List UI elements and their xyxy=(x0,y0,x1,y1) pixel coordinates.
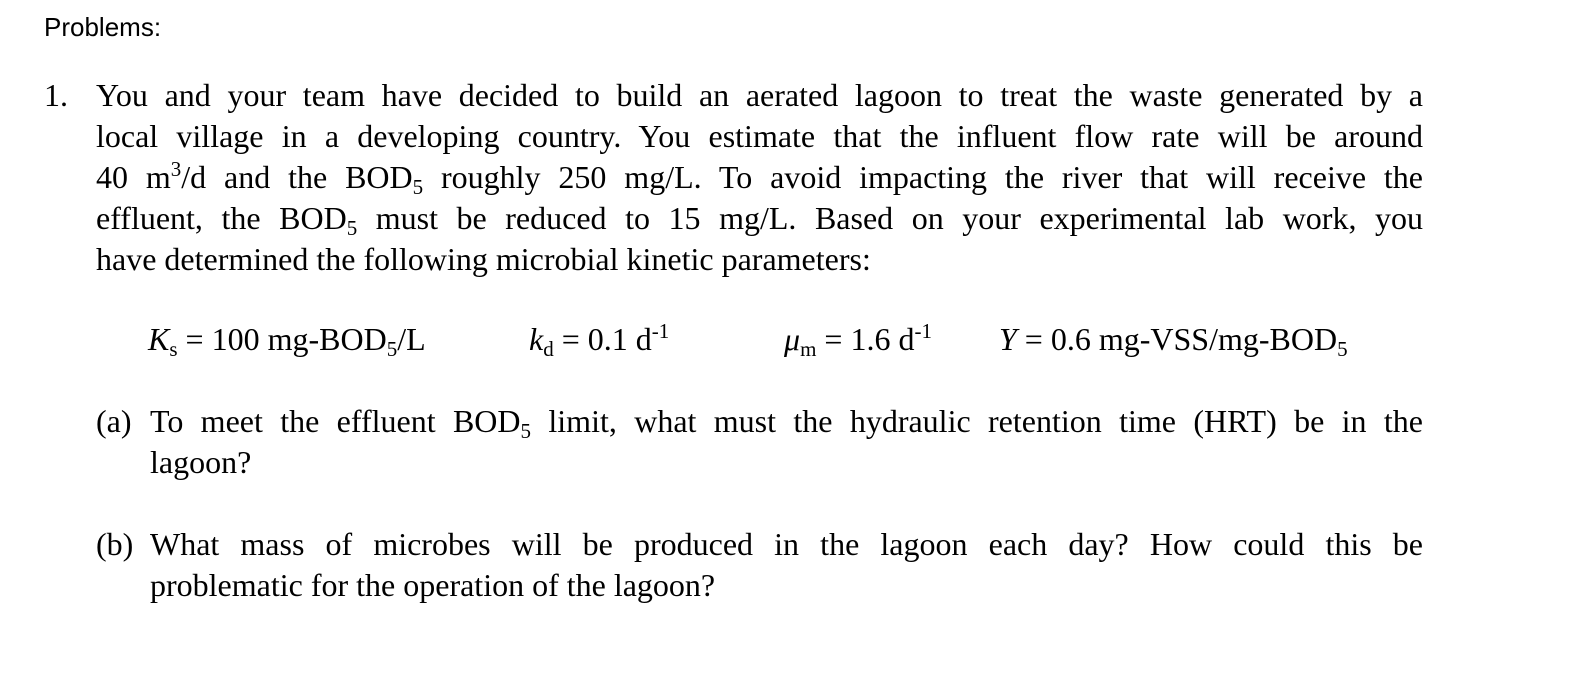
ks-symbol: K xyxy=(148,321,170,357)
param-ks xyxy=(148,319,426,360)
bod-subscript: 5 xyxy=(412,175,424,199)
problem-statement xyxy=(96,75,1423,280)
mu-subscript: m xyxy=(800,337,817,361)
part-a-text-b: limit, what must the hydraulic retention time (HRT) be in the xyxy=(531,403,1424,439)
line-3-text-a: 40 m xyxy=(96,159,171,195)
part-b-label: (b) xyxy=(96,526,134,562)
mu-exponent: -1 xyxy=(914,319,932,343)
bod-subscript: 5 xyxy=(346,216,358,240)
mu-value: = 1.6 d xyxy=(816,321,915,357)
problem-number: 1. xyxy=(44,77,68,113)
problem-line-1: You and your team have decided to build an aerated lagoon to treat the waste generated by a xyxy=(96,77,1423,113)
param-mu xyxy=(784,319,932,360)
kinetic-parameters xyxy=(44,319,1424,363)
part-a-question xyxy=(150,401,1423,483)
problem-line-4 xyxy=(96,198,1423,239)
kd-subscript: d xyxy=(543,337,554,361)
problem-line-5: have determined the following microbial kinetic parameters: xyxy=(96,241,871,277)
ks-unit: /L xyxy=(397,321,426,357)
ks-bod-subscript: 5 xyxy=(386,337,398,361)
line-3-text-b: /d and the BOD xyxy=(181,159,413,195)
cubed-superscript: 3 xyxy=(170,157,182,181)
param-y xyxy=(999,319,1348,360)
kd-symbol: k xyxy=(529,321,544,357)
part-b-question xyxy=(150,524,1423,606)
line-4-text-b: must be reduced to 15 mg/L. Based on your experimental lab work, you xyxy=(357,200,1424,236)
y-symbol: Y xyxy=(999,321,1017,357)
ks-value: = 100 mg-BOD xyxy=(177,321,387,357)
page-heading: Problems: xyxy=(44,12,162,42)
line-4-text-a: effluent, the BOD xyxy=(96,200,347,236)
y-bod-subscript: 5 xyxy=(1337,337,1348,361)
part-b-line-1: What mass of microbes will be produced in the lagoon each day? How could this be xyxy=(150,526,1423,562)
problem-line-2: local village in a developing country. You estimate that the influent flow rate will be around xyxy=(96,118,1423,154)
param-kd xyxy=(529,319,669,360)
kd-value: = 0.1 d xyxy=(553,321,652,357)
part-a-text-a: To meet the effluent BOD xyxy=(150,403,521,439)
y-value: = 0.6 mg-VSS/mg-BOD xyxy=(1016,321,1338,357)
part-a-label: (a) xyxy=(96,403,132,439)
line-3-text-c: roughly 250 mg/L. To avoid impacting the river that will receive the xyxy=(423,159,1424,195)
ks-subscript: s xyxy=(169,337,178,361)
bod-subscript: 5 xyxy=(520,419,532,443)
mu-symbol: μ xyxy=(784,321,801,357)
part-a-line-1 xyxy=(150,401,1423,442)
kd-exponent: -1 xyxy=(651,319,670,343)
problem-line-3 xyxy=(96,157,1423,198)
part-a-line-2: lagoon? xyxy=(150,444,252,480)
part-b-line-2: problematic for the operation of the lagoon? xyxy=(150,567,716,603)
